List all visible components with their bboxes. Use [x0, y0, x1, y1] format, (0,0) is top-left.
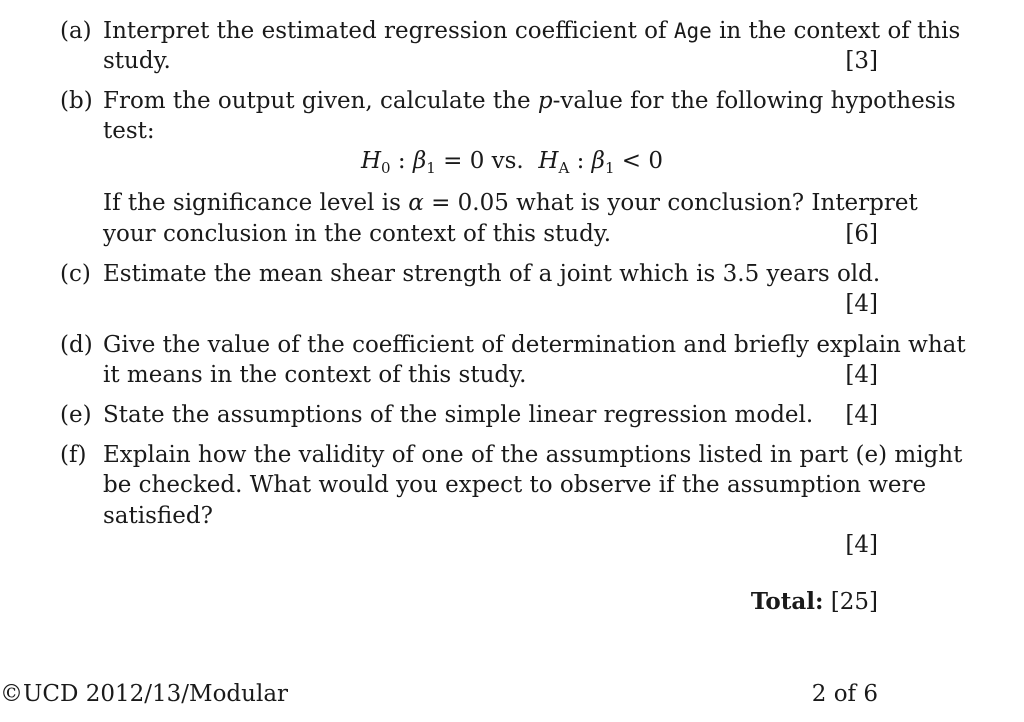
question-letter: (e) [60, 402, 92, 428]
question-letter: (c) [60, 261, 91, 287]
question-text-line: be checked. What would you expect to observe if the assumption were [103, 472, 927, 498]
total-value: [25] [830, 589, 878, 615]
question-text-line: Interpret the estimated regression coefficient of Age in the context of this [103, 18, 961, 44]
question-letter: (b) [60, 88, 93, 114]
hypothesis-formula: $H_0$ : $\beta_1 = 0$ vs. $H_A$ : $\beta_1 < 0$ [360, 148, 664, 177]
question-text-line: Explain how the validity of one of the assumptions listed in part (e) might [103, 442, 963, 468]
marks: [4] [845, 291, 878, 317]
question-text-line: State the assumptions of the simple linear regression model. [103, 402, 814, 428]
question-text-line: it means in the context of this study. [103, 362, 527, 388]
question-text-line: your conclusion in the context of this study. [103, 221, 612, 247]
total-label: Total: [750, 588, 824, 615]
question-text-line: test: [103, 118, 155, 144]
marks: [4] [845, 532, 878, 558]
marks: [6] [845, 221, 878, 247]
question-text-line: satisfied? [103, 503, 213, 529]
page-number: 2 of 6 [811, 681, 878, 707]
variable-name: Age [673, 19, 712, 43]
question-letter: (d) [60, 332, 93, 358]
marks: [3] [845, 48, 878, 74]
question-letter: (a) [60, 18, 92, 44]
question-text-line: Give the value of the coefficient of determination and briefly explain what [103, 332, 966, 358]
footer-copyright: ©UCD 2012/13/Modular [0, 681, 289, 707]
question-text-line: From the output given, calculate the p-value for the following hypothesis [103, 88, 956, 114]
total-marks [751, 588, 878, 615]
question-text-line: study. [103, 48, 171, 74]
question-letter: (f) [60, 442, 87, 468]
question-text-line: If the significance level is α = 0.05 what is your conclusion? Interpret [103, 190, 918, 216]
marks: [4] [845, 402, 878, 428]
marks: [4] [845, 362, 878, 388]
question-text-line: Estimate the mean shear strength of a joint which is 3.5 years old. [103, 261, 881, 287]
